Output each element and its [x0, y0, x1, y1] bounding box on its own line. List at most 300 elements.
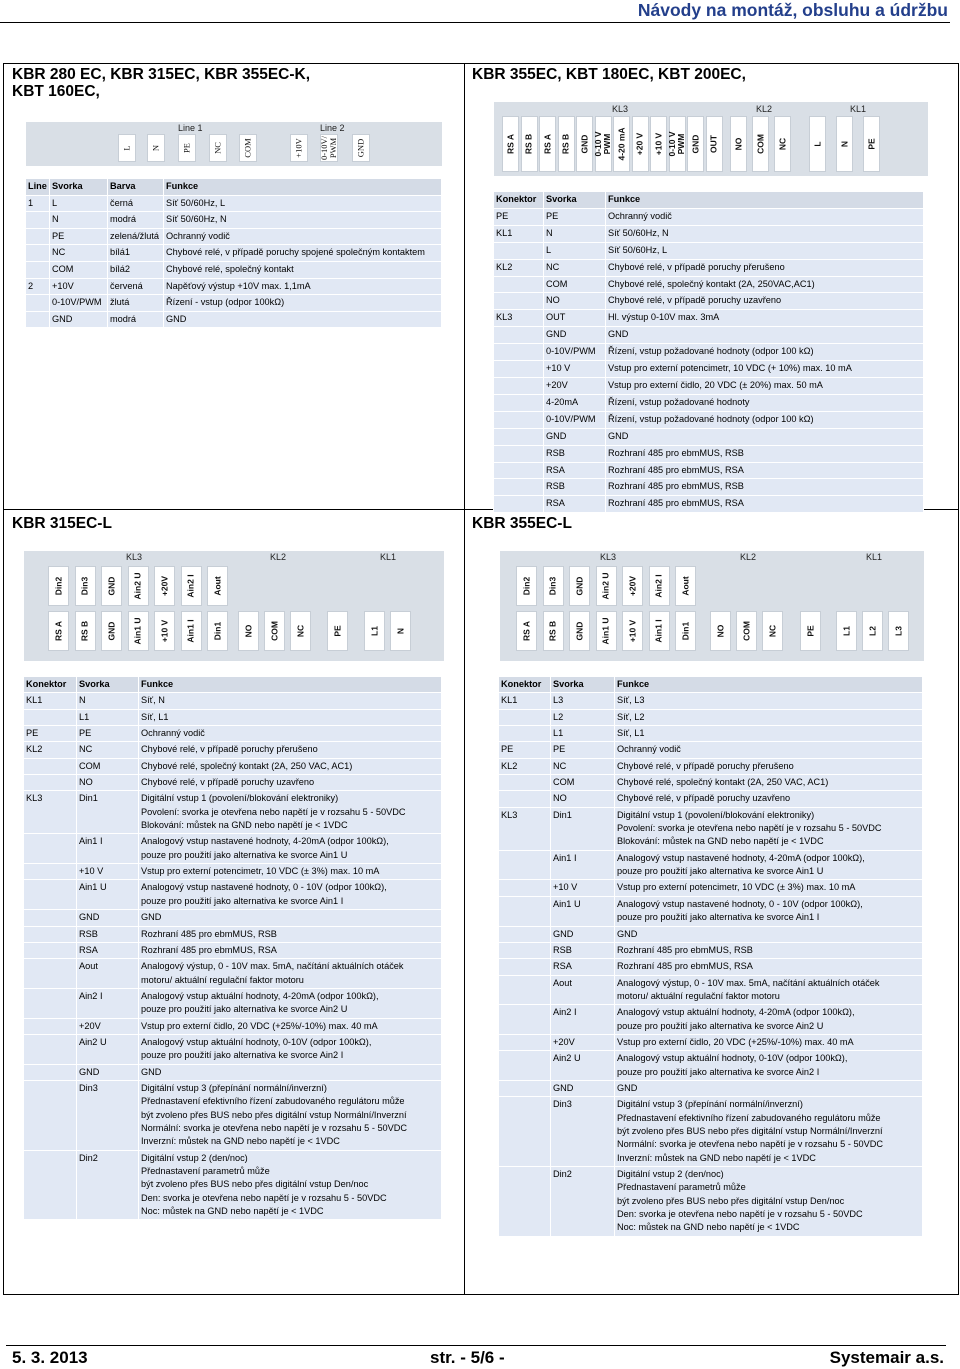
section2-terminal-strip [494, 102, 928, 176]
terminal-label: GND [574, 621, 584, 641]
table-cell: COM [544, 276, 606, 293]
table-row [24, 1150, 442, 1220]
table-cell: modrá [108, 212, 164, 229]
terminal-label: RS B [560, 133, 571, 155]
terminal-din1 [207, 611, 228, 651]
terminal-label: L2 [867, 626, 877, 636]
table-cell: Analogový vstup aktuální hodnoty, 4-20mA (odpor 100kΩ), pouze pro použití jako alternativa ke svorce Ain2 U [615, 1005, 923, 1035]
terminal-din2 [48, 566, 69, 606]
terminal-label: RS A [542, 134, 552, 154]
table-cell [24, 926, 77, 942]
table-cell: +10 V [551, 880, 615, 896]
terminal-group-label: KL2 [756, 104, 773, 114]
section1-title-line2: KBT 160EC, [12, 83, 100, 100]
terminal-label: 0-10 V PWM [667, 131, 686, 157]
terminal-label: RS A [505, 134, 515, 154]
terminal-label: PE [181, 143, 192, 153]
table-cell: Ochranný vodič [606, 208, 924, 225]
terminal-rs-a [539, 116, 556, 172]
table-cell [494, 293, 544, 310]
table-header-row [26, 179, 442, 196]
table-cell: Síť 50/60Hz, L [164, 195, 442, 212]
table-cell: Řízení, vstup požadované hodnoty (odpor 100 kΩ) [606, 411, 924, 428]
table-cell: Ochranný vodič [139, 726, 442, 742]
table-cell [499, 959, 551, 975]
section3-terminal-strip [24, 551, 444, 661]
table-cell: N [544, 225, 606, 242]
terminal-din1 [675, 611, 696, 651]
table-cell [24, 864, 77, 880]
terminal-com [736, 611, 757, 651]
table-cell: RSA [544, 462, 606, 479]
terminal-group-label: KL3 [126, 552, 143, 562]
table-row [26, 295, 442, 312]
terminal-table [498, 676, 923, 1237]
table-row [26, 212, 442, 229]
terminal-l2 [862, 611, 883, 651]
table-cell: GND [139, 910, 442, 926]
table-cell: +20V [551, 1034, 615, 1050]
table-cell: RSB [77, 926, 139, 942]
terminal-com [264, 611, 285, 651]
table-row [24, 791, 442, 834]
terminal-label: OUT [708, 135, 719, 153]
table-cell [494, 344, 544, 361]
table-row [26, 261, 442, 278]
terminal-label: RS A [521, 621, 531, 641]
table-cell: Din2 [77, 1150, 139, 1220]
terminal-pe [327, 611, 348, 651]
table-cell: NO [551, 791, 615, 807]
table-cell: GND [544, 327, 606, 344]
terminal-label: Din2 [521, 576, 531, 596]
terminal-gnd [101, 611, 122, 651]
terminal-20-v [632, 116, 649, 172]
terminal-ain2-i [649, 566, 670, 606]
table-cell: Rozhraní 485 pro ebmMUS, RSB [606, 479, 924, 496]
terminal-label: Ain1 I [185, 619, 196, 643]
terminal-group-label: KL3 [600, 552, 617, 562]
table-cell: NO [544, 293, 606, 310]
table-cell: Vstup pro externí potencimetr, 10 VDC (± 3%) max. 10 mA [139, 864, 442, 880]
terminal-label: GND [106, 576, 116, 596]
terminal-nc [290, 611, 311, 651]
table-cell: COM [551, 775, 615, 791]
terminal-label: PE [332, 625, 342, 637]
table-cell: L1 [77, 709, 139, 725]
table-cell [494, 445, 544, 462]
terminal-label: L3 [893, 626, 903, 636]
table-cell [26, 261, 50, 278]
terminal-0-10-v-pwm [669, 116, 686, 172]
table-row [494, 310, 924, 327]
terminal-label: COM [741, 621, 751, 641]
table-row [499, 1167, 923, 1237]
terminal-label: COM [242, 138, 253, 158]
table-cell: RSB [544, 479, 606, 496]
table-cell [24, 880, 77, 910]
table-cell: GND [551, 1080, 615, 1096]
table-cell [494, 377, 544, 394]
table-cell: N [77, 693, 139, 709]
table-cell: Síť, L3 [615, 693, 923, 709]
terminal-label: +10 V [653, 132, 663, 156]
terminal-com [752, 116, 769, 172]
terminal-aout [207, 566, 228, 606]
terminal-label: Ain2 U [132, 572, 143, 600]
terminal-label: NO [715, 624, 725, 638]
table-cell [494, 242, 544, 259]
table-cell: RSA [551, 959, 615, 975]
table-cell [494, 428, 544, 445]
table-row [24, 942, 442, 958]
table-cell: COM [50, 261, 108, 278]
footer-page-number: str. - 5/6 - [430, 1348, 505, 1367]
table-cell: Aout [551, 975, 615, 1005]
table-header-cell: Funkce [164, 179, 442, 196]
terminal-label: RS A [53, 621, 63, 641]
table-row [494, 276, 924, 293]
terminal-rs-b [75, 611, 96, 651]
table-cell: KL2 [24, 742, 77, 758]
table-header-row [24, 677, 442, 693]
terminal-label: GND [106, 621, 116, 641]
table-cell: COM [77, 758, 139, 774]
table-cell: +10 V [77, 864, 139, 880]
table-cell: 0-10V/PWM [544, 411, 606, 428]
table-cell: Ochranný vodič [164, 228, 442, 245]
table-row [26, 278, 442, 295]
table-cell: L1 [551, 726, 615, 742]
terminal-group-label: Line 2 [320, 123, 345, 133]
table-cell: 2 [26, 278, 50, 295]
table-row [499, 1034, 923, 1050]
table-cell [26, 228, 50, 245]
terminal-label: L [812, 141, 822, 147]
terminal-no [710, 611, 731, 651]
table-cell: Ain2 U [551, 1051, 615, 1081]
terminal-n [147, 134, 165, 162]
table-cell: PE [77, 726, 139, 742]
table-cell: Analogový vstup nastavené hodnoty, 0 - 10V (odpor 100kΩ), pouze pro použití jako alternativa ke svorce Ain1 I [139, 880, 442, 910]
table-cell: Ain1 U [551, 896, 615, 926]
table-cell: Chybové relé, v případě poruchy uzavřeno [606, 293, 924, 310]
terminal-l1 [364, 611, 385, 651]
table-cell [26, 245, 50, 262]
terminal-nc [774, 116, 791, 172]
table-cell: Ain2 I [551, 1005, 615, 1035]
table-header-row [499, 677, 923, 693]
grid-vertical-divider [464, 64, 465, 1294]
table-row [499, 709, 923, 725]
table-row [499, 1080, 923, 1096]
table-row [499, 880, 923, 896]
table-row [499, 791, 923, 807]
terminal-ain1-u [596, 611, 617, 651]
terminal-label: Ain2 I [185, 574, 196, 598]
table-cell [494, 411, 544, 428]
table-cell: Rozhraní 485 pro ebmMUS, RSA [606, 496, 924, 513]
table-cell [24, 834, 77, 864]
table-cell: GND [50, 311, 108, 328]
table-header-cell: Svorka [551, 677, 615, 693]
table-cell: NC [551, 758, 615, 774]
header-rule [0, 22, 950, 23]
table-cell: Vstup pro externí potencimetr, 10 VDC (± 3%) max. 10 mA [615, 880, 923, 896]
terminal-label: 0-10V/ PWM [319, 135, 338, 161]
table-cell: Analogový vstup aktuální hodnoty, 0-10V (odpor 100kΩ), pouze pro použití jako alternativa ke svorce Ain2 I [139, 1034, 442, 1064]
terminal-label: COM [269, 621, 279, 641]
terminal-label: GND [355, 138, 366, 158]
table-cell: Chybové relé, společný kontakt (2A, 250VAC,AC1) [606, 276, 924, 293]
table-cell: KL1 [499, 693, 551, 709]
table-row [494, 377, 924, 394]
section1-title-line1: KBR 280 EC, KBR 315EC, KBR 355EC-K, [12, 66, 311, 83]
table-cell: +10 V [544, 361, 606, 378]
table-cell [24, 942, 77, 958]
terminal-label: PE [805, 625, 815, 637]
terminal-label: +20 V [634, 132, 645, 156]
table-cell: GND [77, 1064, 139, 1080]
terminal-l [809, 116, 826, 172]
table-cell: Analogový vstup nastavené hodnoty, 0 - 10V (odpor 100kΩ), pouze pro použití jako alternativa ke svorce Ain1 I [615, 896, 923, 926]
terminal-label: L1 [369, 626, 379, 636]
table-row [24, 758, 442, 774]
table-cell: PE [551, 742, 615, 758]
terminal-rs-a [502, 116, 519, 172]
table-cell: Ain2 U [77, 1034, 139, 1064]
terminal-group-label: KL3 [612, 104, 629, 114]
table-cell: GND [615, 926, 923, 942]
terminal-label: Aout [212, 576, 222, 596]
terminal-label: L1 [841, 626, 851, 636]
table-header-cell: Konektor [494, 192, 544, 209]
table-cell: Analogový vstup aktuální hodnoty, 0-10V (odpor 100kΩ), pouze pro použití jako alternativa ke svorce Ain2 I [615, 1051, 923, 1081]
table-cell: GND [139, 1064, 442, 1080]
table-header-cell: Svorka [50, 179, 108, 196]
table-header-cell: Konektor [499, 677, 551, 693]
table-cell: OUT [544, 310, 606, 327]
table-cell: Síť 50/60Hz, N [164, 212, 442, 229]
table-cell: Rozhraní 485 pro ebmMUS, RSB [139, 926, 442, 942]
terminal-label: NC [767, 624, 777, 638]
table-cell: NO [77, 775, 139, 791]
table-cell: Síť 50/60Hz, N [606, 225, 924, 242]
table-cell: L [50, 195, 108, 212]
table-cell: Řízení - vstup (odpor 100kΩ) [164, 295, 442, 312]
table-cell: 1 [26, 195, 50, 212]
table-row [494, 327, 924, 344]
terminal-label: Din3 [79, 576, 90, 596]
page-header-title: Návody na montáž, obsluhu a údržbu [637, 0, 948, 20]
terminal-label: Ain1 U [600, 617, 611, 645]
terminal-label: Ain2 U [600, 572, 611, 600]
table-cell [26, 212, 50, 229]
terminal-l [118, 134, 136, 162]
table-cell: bílá2 [108, 261, 164, 278]
table-cell: Řízení, vstup požadované hodnoty (odpor 100 kΩ) [606, 344, 924, 361]
table-row [24, 1064, 442, 1080]
terminal-group-label: Line 1 [178, 123, 203, 133]
table-cell: Aout [77, 959, 139, 989]
table-cell: Chybové relé, společný kontakt (2A, 250 VAC, AC1) [139, 758, 442, 774]
terminal-label: +10V [293, 138, 304, 158]
section4-terminal-strip [500, 551, 924, 661]
table-header-cell: Svorka [77, 677, 139, 693]
table-cell: L [544, 242, 606, 259]
table-cell: 0-10V/PWM [50, 295, 108, 312]
table-cell: Rozhraní 485 pro ebmMUS, RSA [606, 462, 924, 479]
terminal-label: N [839, 140, 849, 148]
table-cell [499, 726, 551, 742]
table-row [24, 959, 442, 989]
terminal-group-label: KL1 [850, 104, 867, 114]
table-row [24, 1034, 442, 1064]
terminal-rs-b [521, 116, 538, 172]
terminal-label: Ain2 I [653, 574, 664, 598]
table-cell [24, 775, 77, 791]
table-row [499, 758, 923, 774]
table-cell: Analogový výstup, 0 - 10V max. 5mA, načítání aktuálních otáček motoru/ aktuální regulační faktor motoru [615, 975, 923, 1005]
table-cell: Ain2 I [77, 988, 139, 1018]
table-row [494, 411, 924, 428]
table-cell [494, 496, 544, 513]
table-cell [26, 295, 50, 312]
terminal-label: Din1 [212, 621, 222, 641]
terminal-out [706, 116, 723, 172]
table-cell [499, 1080, 551, 1096]
terminal-table [23, 676, 442, 1220]
terminal-din3 [543, 566, 564, 606]
table-cell: Chybové relé, v případě poruchy přerušeno [615, 758, 923, 774]
table-cell: KL1 [24, 693, 77, 709]
table-cell [24, 758, 77, 774]
table-cell [499, 1167, 551, 1237]
table-cell: bílá1 [108, 245, 164, 262]
table-cell: RSA [544, 496, 606, 513]
table-cell [499, 850, 551, 880]
terminal-label: RS B [79, 620, 90, 642]
table-row [499, 1097, 923, 1167]
table-cell: černá [108, 195, 164, 212]
table-cell: Řízení, vstup požadované hodnoty [606, 394, 924, 411]
terminal-label: COM [755, 134, 765, 154]
terminal-l1 [836, 611, 857, 651]
table-cell [24, 1018, 77, 1034]
table-row [24, 864, 442, 880]
terminal-pe [800, 611, 821, 651]
table-cell: žlutá [108, 295, 164, 312]
table-cell: Ain1 I [77, 834, 139, 864]
terminal-10-v [650, 116, 667, 172]
terminal-com [239, 134, 257, 162]
terminal-20v [622, 566, 643, 606]
table-row [499, 1005, 923, 1035]
table-cell: RSA [77, 942, 139, 958]
table-cell: L2 [551, 709, 615, 725]
table-cell: Síť, L2 [615, 709, 923, 725]
table-cell [499, 775, 551, 791]
terminal-n [390, 611, 411, 651]
table-cell [499, 1051, 551, 1081]
table-cell [499, 791, 551, 807]
terminal-label: +10 V [159, 619, 169, 643]
table-cell: GND [164, 311, 442, 328]
table-cell: modrá [108, 311, 164, 328]
table-cell [494, 479, 544, 496]
table-cell: Chybové relé, v případě poruchy uzavřeno [615, 791, 923, 807]
table-row [499, 693, 923, 709]
table-cell: +20V [77, 1018, 139, 1034]
table-cell: Din3 [77, 1080, 139, 1150]
table-row [499, 742, 923, 758]
terminal-rs-a [48, 611, 69, 651]
table-cell: Din3 [551, 1097, 615, 1167]
table-header-cell: Konektor [24, 677, 77, 693]
table-row [499, 959, 923, 975]
table-row [24, 775, 442, 791]
table-row [499, 807, 923, 850]
terminal-label: NC [777, 137, 787, 151]
terminal-nc [762, 611, 783, 651]
terminal-gnd [569, 611, 590, 651]
table-cell: Chybové relé, v případě poruchy přerušeno [606, 259, 924, 276]
table-cell: Ain1 U [77, 880, 139, 910]
terminal-ain1-i [649, 611, 670, 651]
table-cell: Analogový vstup nastavené hodnoty, 4-20mA (odpor 100kΩ), pouze pro použití jako alternativa ke svorce Ain1 U [615, 850, 923, 880]
table-header-cell: Funkce [606, 192, 924, 209]
terminal-din3 [75, 566, 96, 606]
terminal-label: GND [574, 576, 584, 596]
table-cell [499, 1005, 551, 1035]
table-cell [499, 880, 551, 896]
terminal-group-label: KL1 [866, 552, 883, 562]
table-cell: KL1 [494, 225, 544, 242]
table-cell [24, 910, 77, 926]
table-row [499, 775, 923, 791]
table-row [499, 942, 923, 958]
table-row [24, 988, 442, 1018]
table-cell: GND [544, 428, 606, 445]
table-row [24, 926, 442, 942]
table-row [499, 926, 923, 942]
table-cell: PE [50, 228, 108, 245]
table-cell: KL3 [24, 791, 77, 834]
table-cell [494, 276, 544, 293]
terminal-rs-b [543, 611, 564, 651]
table-cell: Vstup pro externí čidlo, 20 VDC (± 20%) max. 50 mA [606, 377, 924, 394]
table-cell: Rozhraní 485 pro ebmMUS, RSB [606, 445, 924, 462]
table-cell [499, 1034, 551, 1050]
table-cell [499, 942, 551, 958]
table-cell: Analogový výstup, 0 - 10V max. 5mA, načítání aktuálních otáček motoru/ aktuální regulační faktor motoru [139, 959, 442, 989]
terminal-0-10-v-pwm [595, 116, 612, 172]
terminal-10-v [154, 611, 175, 651]
terminal-group-label: KL2 [270, 552, 287, 562]
footer-rule [6, 1345, 946, 1346]
section1-terminal-strip [26, 122, 442, 166]
terminal-0-10v-pwm [320, 134, 338, 162]
table-cell [24, 1150, 77, 1220]
table-cell [494, 394, 544, 411]
terminal-label: N [150, 144, 161, 152]
table-cell: Analogový vstup nastavené hodnoty, 4-20mA (odpor 100kΩ), pouze pro použití jako alternativa ke svorce Ain1 U [139, 834, 442, 864]
terminal-label: RS B [523, 133, 534, 155]
table-header-row [494, 192, 924, 209]
table-header-cell: Funkce [139, 677, 442, 693]
terminal-ain2-i [181, 566, 202, 606]
table-cell: N [50, 212, 108, 229]
